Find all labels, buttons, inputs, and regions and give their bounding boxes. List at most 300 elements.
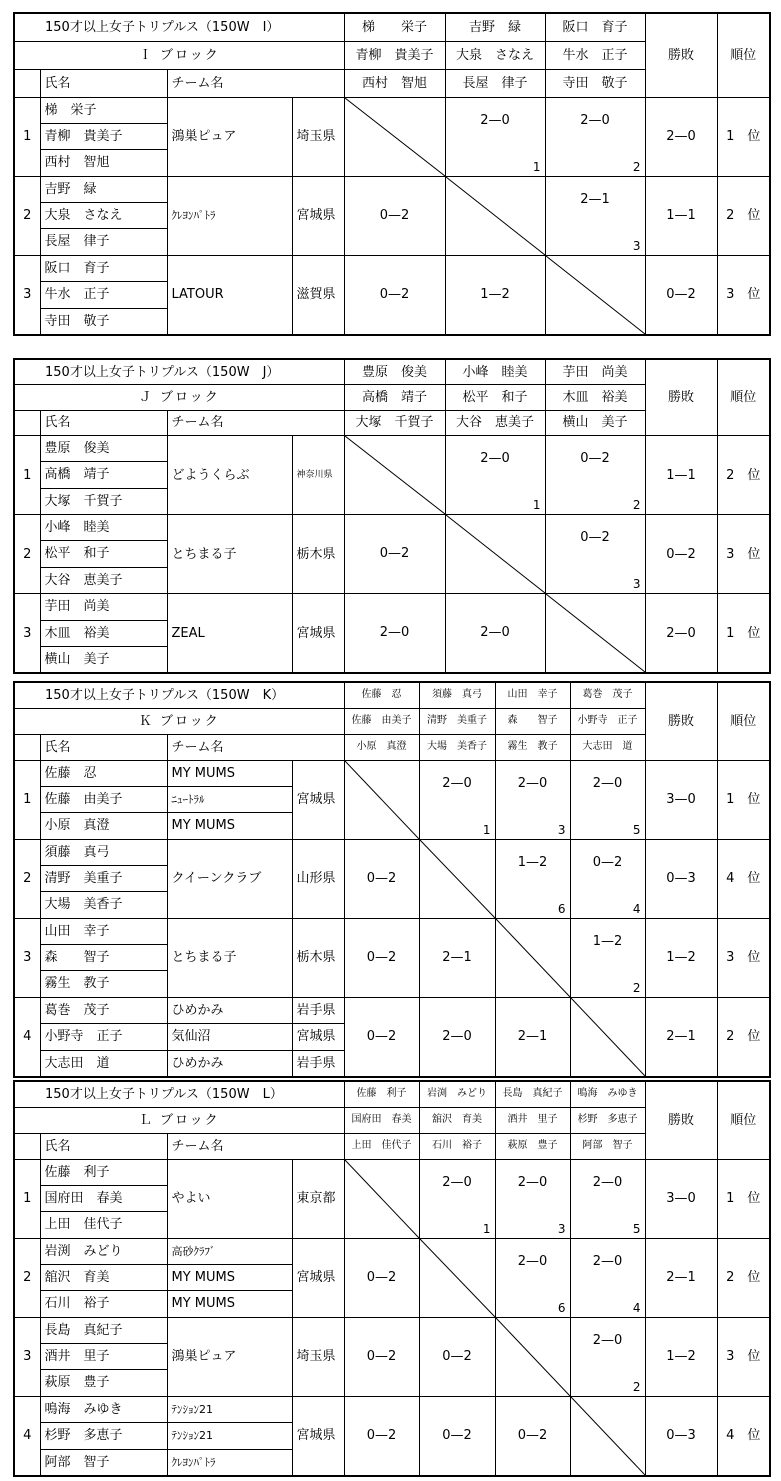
- team-name: ZEAL: [167, 594, 292, 674]
- player-name: 阿部 智子: [40, 1449, 167, 1476]
- prefecture: 宮城県: [292, 1024, 344, 1051]
- rank-header: 順位: [717, 1081, 770, 1159]
- rank-value: 3 位: [717, 515, 770, 594]
- prefecture: 山形県: [292, 839, 344, 918]
- opponent-name: 大場 美香子: [419, 734, 495, 760]
- team-header: チーム名: [167, 734, 344, 760]
- match-result-cell: [545, 97, 645, 176]
- opponent-name: 萩原 豊子: [495, 1133, 570, 1159]
- match-result-cell: [344, 515, 445, 594]
- match-score: 0—2: [366, 1348, 397, 1364]
- team-name: MY MUMS: [167, 1291, 292, 1317]
- player-name: 長島 真紀子: [40, 1317, 167, 1343]
- header-row: [14, 13, 770, 41]
- player-name: 萩原 豊子: [40, 1370, 167, 1396]
- diagonal-line: [345, 761, 419, 839]
- match-score: 2—0: [517, 775, 548, 791]
- opponent-name: 高橋 靖子: [344, 385, 445, 411]
- entry-number: 3: [14, 594, 40, 674]
- match-result-cell: [344, 997, 419, 1077]
- opponent-name: 大谷 恵美子: [445, 410, 545, 436]
- opponent-name: 横山 美子: [545, 410, 645, 436]
- winloss-value: 2—0: [645, 97, 717, 176]
- player-name: 佐藤 忍: [40, 760, 167, 786]
- header-row: [14, 682, 770, 708]
- opponent-name: 長島 真紀子: [495, 1081, 570, 1107]
- no-header: [14, 734, 40, 760]
- opponent-name: 佐藤 忍: [344, 682, 419, 708]
- team-name: ﾃﾝｼｮﾝ21: [167, 1396, 292, 1423]
- player-name: 梯 栄子: [40, 97, 167, 123]
- block-label: Ｉ ブロック: [14, 41, 344, 69]
- team-name: 高砂ｸﾗﾌﾞ: [167, 1238, 292, 1264]
- no-header: [14, 410, 40, 436]
- opponent-name: 青柳 貴美子: [344, 41, 445, 69]
- match-score: 2—1: [580, 191, 610, 207]
- self-match-cell: [495, 918, 570, 997]
- opponent-name: 寺田 敬子: [545, 69, 645, 97]
- prefecture: 宮城県: [292, 176, 344, 255]
- diagonal-line: [546, 256, 645, 334]
- winloss-value: 2—0: [645, 594, 717, 674]
- match-result-cell: [495, 839, 570, 918]
- match-result-cell: [445, 97, 545, 176]
- rank-value: 4 位: [717, 1396, 770, 1476]
- match-score: 2—1: [517, 1028, 548, 1044]
- match-order: 2: [632, 980, 641, 995]
- team-name: 気仙沼: [167, 1024, 292, 1051]
- player-row: [14, 1317, 770, 1343]
- team-name: ｸﾚﾖﾝﾊﾟﾄﾗ: [167, 176, 292, 255]
- opponent-name: 大塚 千賀子: [344, 410, 445, 436]
- player-name: 鳴海 みゆき: [40, 1396, 167, 1423]
- opponent-name: 鳴海 みゆき: [570, 1081, 645, 1107]
- player-name: 岩渕 みどり: [40, 1238, 167, 1264]
- match-result-cell: [445, 255, 545, 335]
- match-order: 4: [632, 901, 641, 916]
- entry-number: 3: [14, 918, 40, 997]
- diagonal-line: [345, 436, 445, 514]
- winloss-header: 勝敗: [645, 13, 717, 97]
- match-result-cell: [344, 594, 445, 674]
- match-order: 6: [557, 1300, 566, 1315]
- match-score: 0—2: [592, 854, 623, 870]
- player-name: 小原 真澄: [40, 813, 167, 839]
- match-order: 2: [632, 498, 641, 512]
- opponent-name: 西村 智旭: [344, 69, 445, 97]
- team-name: 鴻巣ピュア: [167, 1317, 292, 1396]
- rank-value: 2 位: [717, 176, 770, 255]
- player-name: 大塚 千賀子: [40, 488, 167, 514]
- rank-value: 1 位: [717, 97, 770, 176]
- self-match-cell: [344, 1159, 419, 1238]
- winloss-header: 勝敗: [645, 359, 717, 436]
- match-result-cell: [545, 176, 645, 255]
- player-name: 佐藤 由美子: [40, 786, 167, 812]
- match-score: 2—0: [480, 451, 510, 467]
- block-label: Ｊ ブロック: [14, 385, 344, 411]
- team-name: ﾆｭｰﾄﾗﾙ: [167, 786, 292, 812]
- match-score: 1—2: [480, 286, 510, 302]
- player-name: 須藤 真弓: [40, 839, 167, 865]
- match-result-cell: [495, 760, 570, 839]
- opponent-name: 大志田 道: [570, 734, 645, 760]
- opponent-name: 豊原 俊美: [344, 359, 445, 385]
- player-row: [14, 839, 770, 865]
- match-score: 2—0: [379, 625, 410, 640]
- name-header: 氏名: [40, 1133, 167, 1159]
- team-name: やよい: [167, 1159, 292, 1238]
- opponent-name: 松平 和子: [445, 385, 545, 411]
- match-score: 2—0: [517, 1174, 548, 1190]
- match-order: 5: [632, 822, 641, 837]
- rank-value: 1 位: [717, 760, 770, 839]
- player-name: 酒井 里子: [40, 1343, 167, 1369]
- match-score: 2—0: [442, 1028, 472, 1044]
- rank-header: 順位: [717, 682, 770, 760]
- name-header: 氏名: [40, 734, 167, 760]
- self-match-cell: [344, 436, 445, 515]
- match-score: 0—2: [366, 870, 397, 886]
- winloss-value: 1—2: [645, 918, 717, 997]
- player-row: [14, 1159, 770, 1185]
- entry-number: 3: [14, 1317, 40, 1396]
- player-row: [14, 918, 770, 944]
- winloss-header: 勝敗: [645, 1081, 717, 1159]
- match-result-cell: [344, 1396, 419, 1476]
- match-result-cell: [495, 1396, 570, 1476]
- match-result-cell: [570, 1238, 645, 1317]
- player-row: [14, 1238, 770, 1264]
- match-order: 1: [482, 1221, 491, 1236]
- rank-value: 1 位: [717, 594, 770, 674]
- player-name: 清野 美重子: [40, 865, 167, 891]
- opponent-name: 酒井 里子: [495, 1107, 570, 1133]
- player-name: 小峰 睦美: [40, 515, 167, 541]
- winloss-value: 3—0: [645, 760, 717, 839]
- match-score: 1—2: [592, 933, 623, 949]
- opponent-name: 清野 美重子: [419, 708, 495, 734]
- opponent-name: 石川 裕子: [419, 1133, 495, 1159]
- block-title: 150才以上女子トリプルス（150W J）: [14, 359, 344, 385]
- match-result-cell: [344, 839, 419, 918]
- match-result-cell: [570, 760, 645, 839]
- match-order: 4: [632, 1300, 641, 1315]
- match-order: 3: [632, 238, 641, 253]
- team-name: MY MUMS: [167, 813, 292, 839]
- self-match-cell: [545, 255, 645, 335]
- team-name: LATOUR: [167, 255, 292, 335]
- winloss-value: 0—3: [645, 1396, 717, 1476]
- player-name: 大志田 道: [40, 1050, 167, 1077]
- player-name: 舘沢 育美: [40, 1264, 167, 1290]
- match-order: 1: [532, 498, 541, 512]
- no-header: [14, 69, 40, 97]
- match-score: 2—1: [442, 949, 472, 965]
- match-score: 0—2: [379, 546, 410, 561]
- opponent-name: 杉野 多恵子: [570, 1107, 645, 1133]
- player-name: 大場 美香子: [40, 892, 167, 918]
- match-score: 1—2: [517, 854, 548, 870]
- match-result-cell: [570, 918, 645, 997]
- rank-value: 2 位: [717, 436, 770, 515]
- player-name: 森 智子: [40, 944, 167, 970]
- entry-number: 1: [14, 760, 40, 839]
- entry-number: 2: [14, 515, 40, 594]
- match-result-cell: [570, 839, 645, 918]
- match-score: 0—2: [366, 1427, 397, 1443]
- match-result-cell: [344, 1317, 419, 1396]
- opponent-name: 森 智子: [495, 708, 570, 734]
- diagonal-line: [571, 1397, 645, 1475]
- match-score: 0—2: [366, 949, 397, 965]
- prefecture: 宮城県: [292, 594, 344, 674]
- player-row: [14, 97, 770, 123]
- block-label: Ｋ ブロック: [14, 708, 344, 734]
- diagonal-line: [420, 840, 495, 918]
- entry-number: 4: [14, 997, 40, 1077]
- opponent-name: 佐藤 利子: [344, 1081, 419, 1107]
- name-header: 氏名: [40, 69, 167, 97]
- opponent-name: 吉野 緑: [445, 13, 545, 41]
- rank-header: 順位: [717, 359, 770, 436]
- block-table: [13, 1080, 771, 1477]
- team-name: クイーンクラブ: [167, 839, 292, 918]
- match-result-cell: [419, 1396, 495, 1476]
- prefecture: 岩手県: [292, 1050, 344, 1077]
- entry-number: 1: [14, 97, 40, 176]
- rank-value: 3 位: [717, 1317, 770, 1396]
- self-match-cell: [545, 594, 645, 674]
- prefecture: 東京都: [292, 1159, 344, 1238]
- match-score: 2—0: [592, 1174, 623, 1190]
- winloss-value: 0—2: [645, 255, 717, 335]
- entry-number: 2: [14, 176, 40, 255]
- self-match-cell: [570, 997, 645, 1077]
- match-score: 2—0: [442, 1174, 472, 1190]
- player-row: [14, 760, 770, 786]
- match-order: 3: [557, 1221, 566, 1236]
- match-order: 5: [632, 1221, 641, 1236]
- prefecture: 栃木県: [292, 515, 344, 594]
- opponent-name: 阪口 育子: [545, 13, 645, 41]
- player-name: 国府田 春美: [40, 1185, 167, 1211]
- prefecture: 栃木県: [292, 918, 344, 997]
- match-score: 0—2: [379, 286, 410, 302]
- block-table: [13, 681, 771, 1078]
- player-name: 吉野 緑: [40, 176, 167, 202]
- entry-number: 2: [14, 839, 40, 918]
- winloss-header: 勝敗: [645, 682, 717, 760]
- self-match-cell: [495, 1317, 570, 1396]
- block-table: [13, 358, 771, 674]
- diagonal-line: [446, 515, 545, 593]
- player-row: [14, 997, 770, 1024]
- entry-number: 1: [14, 1159, 40, 1238]
- prefecture: 宮城県: [292, 1238, 344, 1317]
- prefecture: 埼玉県: [292, 97, 344, 176]
- match-score: 0—2: [366, 1028, 397, 1044]
- opponent-name: 阿部 智子: [570, 1133, 645, 1159]
- diagonal-line: [345, 98, 445, 176]
- prefecture: 宮城県: [292, 1396, 344, 1476]
- team-name: 鴻巣ピュア: [167, 97, 292, 176]
- match-order: 6: [557, 901, 566, 916]
- match-score: 0—2: [442, 1348, 472, 1364]
- name-header: 氏名: [40, 410, 167, 436]
- rank-value: 2 位: [717, 1238, 770, 1317]
- winloss-value: 2—1: [645, 997, 717, 1077]
- match-score: 2—0: [580, 112, 610, 128]
- player-name: 高橋 靖子: [40, 462, 167, 488]
- block-label: Ｌ ブロック: [14, 1107, 344, 1133]
- match-order: 2: [632, 1379, 641, 1394]
- prefecture: 埼玉県: [292, 1317, 344, 1396]
- opponent-name: 上田 佳代子: [344, 1133, 419, 1159]
- winloss-value: 1—1: [645, 176, 717, 255]
- match-result-cell: [419, 1159, 495, 1238]
- opponent-name: 長屋 律子: [445, 69, 545, 97]
- match-result-cell: [545, 436, 645, 515]
- opponent-name: 須藤 真弓: [419, 682, 495, 708]
- match-result-cell: [495, 1238, 570, 1317]
- match-score: 2—0: [480, 112, 510, 128]
- match-score: 0—2: [442, 1427, 472, 1443]
- opponent-name: 小峰 睦美: [445, 359, 545, 385]
- diagonal-line: [420, 1239, 495, 1317]
- team-name: どようくらぶ: [167, 436, 292, 515]
- player-row: [14, 436, 770, 462]
- winloss-value: 0—3: [645, 839, 717, 918]
- opponent-name: 木皿 裕美: [545, 385, 645, 411]
- player-name: 横山 美子: [40, 647, 167, 674]
- match-result-cell: [344, 1238, 419, 1317]
- team-name: とちまる子: [167, 918, 292, 997]
- match-score: 2—0: [517, 1253, 548, 1269]
- team-name: ひめかみ: [167, 997, 292, 1024]
- player-name: 豊原 俊美: [40, 436, 167, 462]
- player-name: 小野寺 正子: [40, 1024, 167, 1051]
- match-score: 2—0: [592, 1253, 623, 1269]
- player-name: 松平 和子: [40, 541, 167, 567]
- player-row: [14, 594, 770, 621]
- match-result-cell: [344, 176, 445, 255]
- prefecture: 岩手県: [292, 997, 344, 1024]
- match-score: 2—0: [480, 625, 510, 640]
- self-match-cell: [570, 1396, 645, 1476]
- match-score: 0—2: [517, 1427, 548, 1443]
- block-table: [13, 12, 771, 336]
- opponent-name: 霧生 教子: [495, 734, 570, 760]
- diagonal-line: [496, 919, 570, 997]
- player-row: [14, 1396, 770, 1423]
- match-result-cell: [445, 436, 545, 515]
- opponent-name: 舘沢 育美: [419, 1107, 495, 1133]
- team-header: チーム名: [167, 69, 344, 97]
- player-name: 青柳 貴美子: [40, 123, 167, 149]
- match-order: 3: [557, 822, 566, 837]
- match-result-cell: [419, 918, 495, 997]
- player-name: 長屋 律子: [40, 229, 167, 255]
- self-match-cell: [344, 97, 445, 176]
- match-order: 3: [632, 577, 641, 591]
- no-header: [14, 1133, 40, 1159]
- block-title: 150才以上女子トリプルス（150W L）: [14, 1081, 344, 1107]
- header-row: [14, 359, 770, 385]
- self-match-cell: [344, 760, 419, 839]
- entry-number: 4: [14, 1396, 40, 1476]
- rank-value: 3 位: [717, 918, 770, 997]
- player-row: [14, 255, 770, 282]
- diagonal-line: [446, 177, 545, 255]
- match-result-cell: [419, 997, 495, 1077]
- entry-number: 1: [14, 436, 40, 515]
- diagonal-line: [546, 594, 645, 672]
- prefecture: 滋賀県: [292, 255, 344, 335]
- player-name: 葛巻 茂子: [40, 997, 167, 1024]
- team-header: チーム名: [167, 1133, 344, 1159]
- winloss-value: 2—1: [645, 1238, 717, 1317]
- opponent-name: 牛水 正子: [545, 41, 645, 69]
- match-result-cell: [344, 918, 419, 997]
- match-result-cell: [419, 1317, 495, 1396]
- match-score: 2—0: [592, 1332, 623, 1348]
- diagonal-line: [571, 998, 645, 1076]
- block-title: 150才以上女子トリプルス（150W I）: [14, 13, 344, 41]
- match-score: 0—2: [379, 207, 410, 223]
- match-result-cell: [344, 255, 445, 335]
- opponent-name: 国府田 春美: [344, 1107, 419, 1133]
- player-name: 寺田 敬子: [40, 308, 167, 335]
- block-title: 150才以上女子トリプルス（150W K）: [14, 682, 344, 708]
- player-name: 芋田 尚美: [40, 594, 167, 621]
- match-result-cell: [495, 1159, 570, 1238]
- player-name: 牛水 正子: [40, 282, 167, 309]
- match-score: 0—2: [580, 451, 610, 467]
- opponent-name: 小原 真澄: [344, 734, 419, 760]
- opponent-name: 岩渕 みどり: [419, 1081, 495, 1107]
- player-row: [14, 176, 770, 202]
- match-result-cell: [570, 1159, 645, 1238]
- team-name: とちまる子: [167, 515, 292, 594]
- diagonal-line: [496, 1318, 570, 1396]
- player-name: 阪口 育子: [40, 255, 167, 282]
- match-result-cell: [545, 515, 645, 594]
- player-name: 霧生 教子: [40, 971, 167, 997]
- self-match-cell: [419, 1238, 495, 1317]
- opponent-name: 佐藤 由美子: [344, 708, 419, 734]
- opponent-name: 大泉 さなえ: [445, 41, 545, 69]
- opponent-name: 梯 栄子: [344, 13, 445, 41]
- opponent-name: 芋田 尚美: [545, 359, 645, 385]
- match-score: 0—2: [366, 1269, 397, 1285]
- team-name: MY MUMS: [167, 760, 292, 786]
- winloss-value: 1—2: [645, 1317, 717, 1396]
- rank-value: 3 位: [717, 255, 770, 335]
- match-score: 0—2: [580, 530, 610, 546]
- team-name: ﾃﾝｼｮﾝ21: [167, 1423, 292, 1450]
- player-name: 山田 幸子: [40, 918, 167, 944]
- player-row: [14, 515, 770, 541]
- match-score: 2—0: [592, 775, 623, 791]
- self-match-cell: [445, 176, 545, 255]
- opponent-name: 小野寺 正子: [570, 708, 645, 734]
- match-result-cell: [495, 997, 570, 1077]
- team-name: ｸﾚﾖﾝﾊﾟﾄﾗ: [167, 1449, 292, 1476]
- rank-header: 順位: [717, 13, 770, 97]
- winloss-value: 1—1: [645, 436, 717, 515]
- team-name: MY MUMS: [167, 1264, 292, 1290]
